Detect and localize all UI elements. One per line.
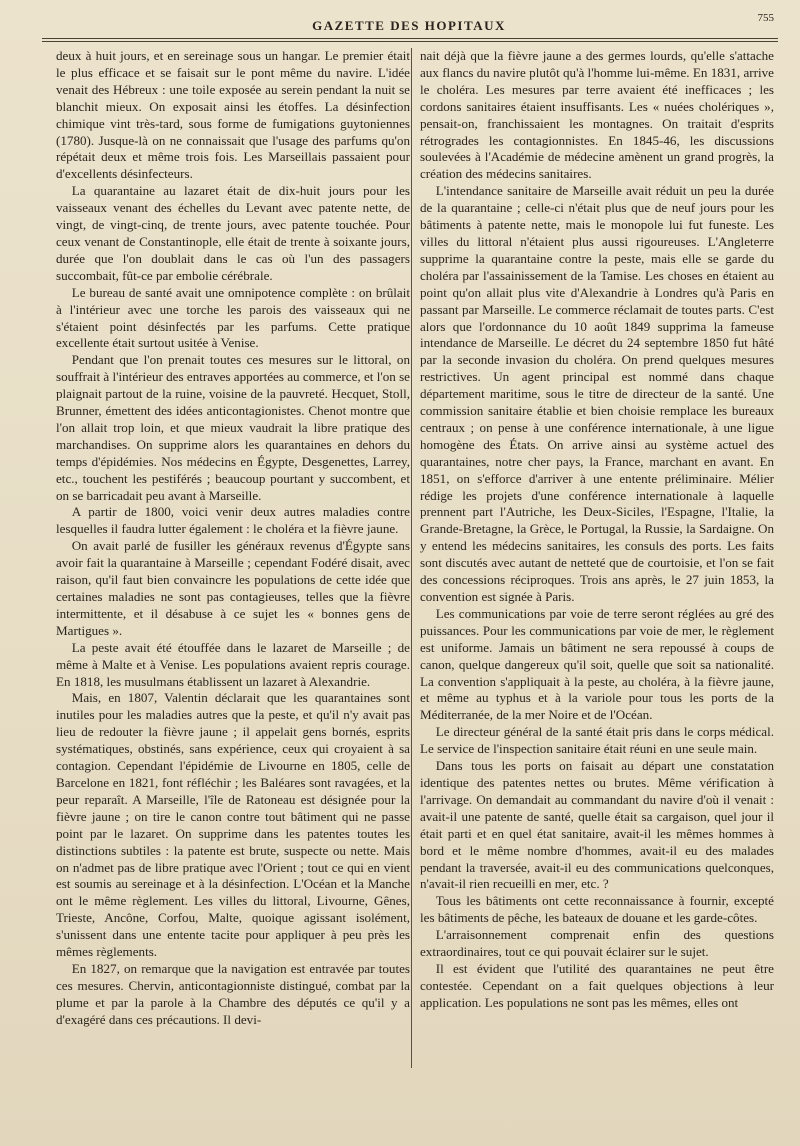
page-number: 755 xyxy=(757,12,774,24)
paragraph: On avait parlé de fusiller les généraux revenus d'Égypte sans avoir fait la quarantaine à Marseille ; cependant Fodéré disait, avec raison, qu'il faut bien convaincre les populations de cette idée que certaines maladies ne sont pas contagieuses, telles que la fièvre intermittente, et il désabuse à ce sujet les « bonnes gens de Martigues ». xyxy=(56,538,410,638)
column-divider xyxy=(411,48,412,1068)
journal-title: GAZETTE DES HOPITAUX xyxy=(312,18,506,33)
paragraph: L'arraisonnement comprenait enfin des questions extraordinaires, tout ce qui pouvait éclairer sur le sujet. xyxy=(420,927,774,960)
paragraph: Tous les bâtiments ont cette reconnaissance à fournir, excepté les bâtiments de pêche, les bateaux de douane et les garde-côtes. xyxy=(420,893,774,926)
paragraph: Le directeur général de la santé était pris dans le corps médical. Le service de l'inspection sanitaire était réuni en une seule main. xyxy=(420,724,774,757)
left-column xyxy=(56,48,410,1029)
paragraph: En 1827, on remarque que la navigation est entravée par toutes ces mesures. Chervin, anticontagionniste distingué, combat par la plume et par la parole à la Chambre des députés ce qu'il y a d'exagéré dans ces précautions. Il devi- xyxy=(56,960,410,1027)
paragraph: Il est évident que l'utilité des quarantaines ne peut être contestée. Cependant on a fait quelques objections à leur application. Les populations ne sont pas les mêmes, elles ont xyxy=(420,960,774,1010)
paragraph: nait déjà que la fièvre jaune a des germes lourds, qu'elle s'attache aux flancs du navire plutôt qu'à l'homme lui-même. En 1831, arrive le choléra. Les mesures par terre avaient été inefficaces ; les cordons sanitaires étaient insuffisants. Les « nuées cholériques », pensait-on, franchissaient les montagnes. On traitait d'esprits rétrogrades les contagionnistes. En 1845-46, les discussions soulevées à l'Académie de médecine amènent un grand progrès, la création des médecins sanitaires. xyxy=(420,48,774,182)
paragraph: La quarantaine au lazaret était de dix-huit jours pour les vaisseaux venant des échelles du Levant avec patente nette, de vingt, de vingt-cinq, de trente jours, avec patente touchée. Pour ceux venant de Constantinople, elle était de trente à soixante jours, durée que l'on doublait dans le cas où l'un des passagers succombait, fût-ce par embolie cérébrale. xyxy=(56,183,410,283)
paragraph: Mais, en 1807, Valentin déclarait que les quarantaines sont inutiles pour les maladies autres que la peste, et qu'il n'y avait pas lieu de redouter la fièvre jaune ; il appelait gens bornés, esprits systématiques, obstinés, sans expérience, ceux qui croyaient à sa contagion. Cependant l'épidémie de Livourne en 1805, celle de Barcelone en 1821, font réfléchir ; les Baléares sont ravagées, et la peur reparaît. A Marseille, l'île de Ratoneau est désignée pour la fièvre jaune ; on tire le canon contre tout bâtiment qui ne passe point par le lazaret. On supprime dans les patentes toutes les distinctions subtiles : la patente est brute, suspecte ou nette. Mais on n'admet pas de libre pratique avec l'Orient ; tout ce qui en vient est soumis au sereinage et à la désinfection. L'Océan et la Manche ont le même règlement. Les villes du littoral, Livourne, Gênes, Trieste, Ancône, Corfou, Malte, quoique agissant isolément, s'unissent dans une entente tacite pour appliquer à peu près les mêmes règlements. xyxy=(56,690,410,960)
paragraph: A partir de 1800, voici venir deux autres maladies contre lesquelles il faudra lutter également : le choléra et la fièvre jaune. xyxy=(56,504,410,537)
paragraph: Le bureau de santé avait une omnipotence complète : on brûlait à l'intérieur avec une torche les parois des vaisseaux qui ne s'étaient point désinfectés par les parfums. Cette pratique excellente était surtout usitée à Venise. xyxy=(56,284,410,351)
paragraph: Les communications par voie de terre seront réglées au gré des puissances. Pour les communications par voie de mer, le règlement est uniforme. Jamais un bâtiment ne sera repoussé à coups de canon, quelque dangereux qu'il soit, quelle que soit sa nationalité. La convention s'appliquait à la peste, au choléra, à la fièvre jaune, et même au typhus et à la variole pour tous les ports de la Méditerranée, de la mer Noire et de l'Océan. xyxy=(420,605,774,723)
paragraph: L'intendance sanitaire de Marseille avait réduit un peu la durée de la quarantaine ; celle-ci n'était plus que de neuf jours pour les bâtiments à patente nette, mais le monopole lui fut funeste. Les villes du littoral n'étaient plus aussi rigoureuses. L'Angleterre supprime la quarantaine contre la peste, mais elle se garde du choléra par l'assainissement de la Tamise. Les choses en étaient au point qu'on allait plus vite d'Alexandrie à Londres qu'à Paris en passant par Marseille. Le commerce réclamait de toutes parts. C'est alors que l'ordonnance du 10 août 1849 supprima la fameuse intendance de Marseille. Le décret du 24 septembre 1850 fut hâté par la seconde invasion du choléra. On prend quelques mesures restrictives. Un agent principal est nommé dans chaque département maritime, sous le titre de directeur de la santé. Une commission sanitaire établie et bien choisie remplace les bureaux centraux ; on pense à une conférence internationale, à une ligue homogène des États. On arrive ainsi au système actuel des quarantaines, notre cher pays, la France, marchant en avant. En 1851, on s'efforce d'arriver à une entente préliminaire. Mélier rédige les projets d'une conférence internationale à laquelle prennent part l'Autriche, les Deux-Siciles, l'Espagne, l'Italie, la Grande-Bretagne, la Grèce, le Portugal, la Russie, la Sardaigne. On y entend les médecins sanitaires, les consuls des ports. Les faits sont discutés avec autant de netteté que de courtoisie, et l'on se fait des concessions réciproques. Trois ans après, le 27 juin 1853, la convention est signée à Paris. xyxy=(420,183,774,604)
header-rule xyxy=(42,38,778,42)
page-header xyxy=(40,10,778,40)
paragraph: La peste avait été étouffée dans le lazaret de Marseille ; de même à Malte et à Venise. Les populations avaient repris courage. En 1818, les musulmans établissent un lazaret à Alexandrie. xyxy=(56,639,410,689)
paragraph: deux à huit jours, et en sereinage sous un hangar. Le premier était le plus efficace et se faisait sur le pont même du navire. L'idée venait des Hébreux : une toile exposée au serein pendant la nuit se blanchit mieux. On exposait ainsi les étoffes. La désinfection chimique vint très-tard, sous forme de fumigations guytoniennes (1780). Jusque-là on ne connaissait que l'usage des parfums qu'on répétait deux et même trois fois. Les Marseillais passaient pour d'excellents désinfecteurs. xyxy=(56,48,410,182)
paragraph: Pendant que l'on prenait toutes ces mesures sur le littoral, on souffrait à l'intérieur des entraves apportées au commerce, et l'on se plaignait partout de la ruine, voisine de la pauvreté. Hecquet, Stoll, Brunner, émettent des idées anticontagionistes. Chenot montre que l'on allait trop loin, et que mieux vaudrait la libre pratique des marchandises. On supprime alors les quarantaines en dehors du temps d'épidémies. Nos médecins en Égypte, Desgenettes, Larrey, etc., touchent les pestiférés ; beaucoup pourtant y succombent, et on se barricadait peu avant à Marseille. xyxy=(56,352,410,503)
paragraph: Dans tous les ports on faisait au départ une constatation identique des patentes nettes ou brutes. Même vérification à l'arrivage. On demandait au commandant du navire d'où il venait : avait-il une patente de santé, quelle était sa cargaison, quel jour il était parti et en quel état sanitaire, avait-il les mêmes hommes à bord et le même nombre d'hommes, avait-il eu des malades pendant la traversée, avait-il eu des communications quelconques, n'avait-il rien recueilli en mer, etc. ? xyxy=(420,758,774,892)
right-column xyxy=(420,48,774,1012)
